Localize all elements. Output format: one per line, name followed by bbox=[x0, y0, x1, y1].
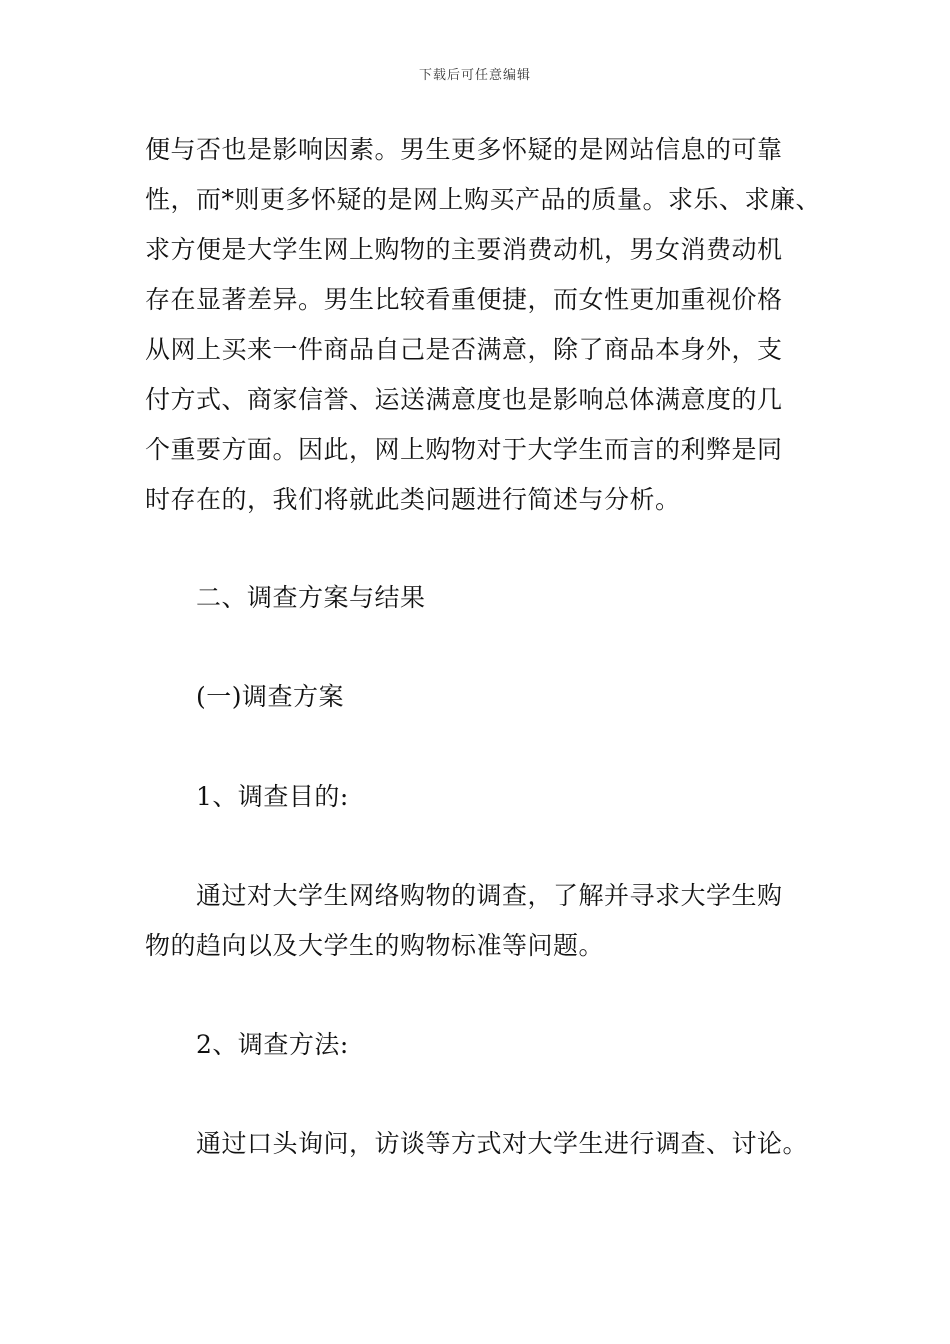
paragraph-line: 时存在的，我们将就此类问题进行简述与分析。 bbox=[145, 485, 681, 514]
section-heading: 二、调查方案与结果 bbox=[196, 583, 426, 612]
paragraph-line: 求方便是大学生网上购物的主要消费动机，男女消费动机 bbox=[145, 235, 783, 264]
paragraph-line: 通过对大学生网络购物的调查，了解并寻求大学生购 bbox=[196, 881, 783, 910]
paragraph-line: 个重要方面。因此，网上购物对于大学生而言的利弊是同 bbox=[145, 435, 783, 464]
paragraph-line: 从网上买来一件商品自己是否满意，除了商品本身外，支 bbox=[145, 335, 783, 364]
subsection-heading: (一)调查方案 bbox=[196, 682, 345, 711]
paragraph-line: 付方式、商家信誉、运送满意度也是影响总体满意度的几 bbox=[145, 385, 783, 414]
paragraph-line: 性，而*则更多怀疑的是网上购买产品的质量。求乐、求廉、 bbox=[145, 185, 822, 214]
paragraph-line: 存在显著差异。男生比较看重便捷，而女性更加重视价格 bbox=[145, 285, 783, 314]
page-header: 下载后可任意编辑 bbox=[418, 68, 531, 83]
item-heading-purpose: 1、调查目的: bbox=[196, 782, 349, 811]
paragraph-line: 物的趋向以及大学生的购物标准等问题。 bbox=[145, 931, 605, 960]
paragraph-line: 通过口头询问，访谈等方式对大学生进行调查、讨论。 bbox=[196, 1129, 809, 1158]
paragraph-line: 便与否也是影响因素。男生更多怀疑的是网站信息的可靠 bbox=[145, 135, 783, 164]
item-heading-method: 2、调查方法: bbox=[196, 1030, 349, 1059]
